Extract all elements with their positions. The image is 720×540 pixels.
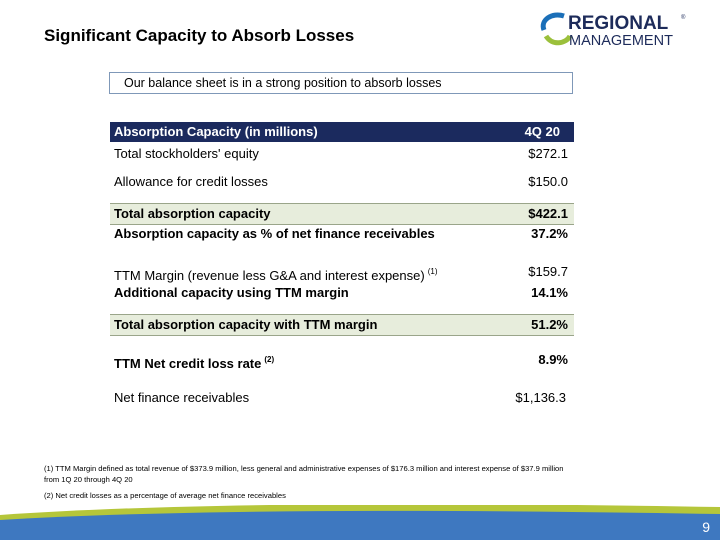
row-value: 14.1% [531,285,568,300]
table-row-total [110,203,574,225]
row-value: $272.1 [528,146,568,161]
row-label: TTM Net credit loss rate [114,356,262,371]
row-label: Absorption capacity as % of net finance receivables [114,226,435,241]
footnote-ref-1: (1) [427,267,438,276]
logo-line2: MANAGEMENT [569,33,673,49]
row-label: TTM Margin (revenue less G&A and interest expense) [114,268,425,283]
row-value: 37.2% [531,226,568,241]
footnote-1-line1: (1) TTM Margin defined as total revenue of $373.9 million, less general and administrative expenses of $176.3 million and interest expense of $37.9 million [44,464,564,473]
row-value: $150.0 [528,174,568,189]
footnote-1-line2: from 1Q 20 through 4Q 20 [44,475,133,484]
header-label: Absorption Capacity (in millions) [114,124,318,139]
row-value: $422.1 [528,206,568,221]
page-number: 9 [702,519,710,535]
footnote-ref-2: (2) [264,355,275,364]
footer-band [0,505,720,540]
table-row [110,262,574,282]
table-row [110,172,574,192]
table-header-row [110,122,574,142]
row-label: Total stockholders' equity [114,146,259,161]
table-row [110,283,574,303]
row-label: Additional capacity using TTM margin [114,285,349,300]
row-label: Net finance receivables [114,390,250,405]
header-value: 4Q 20 [524,124,560,139]
table-row [110,144,574,164]
row-label: Allowance for credit losses [114,174,268,189]
table-row [110,224,574,244]
table-row-total [110,314,574,336]
footnote-1 [44,463,563,485]
subtitle-box: Our balance sheet is in a strong position to absorb losses [109,72,573,94]
row-value: $159.7 [528,264,568,279]
row-value: 51.2% [531,317,568,332]
table-row [110,388,574,408]
row-value: $1,136.3 [515,390,566,405]
table-row [110,350,574,370]
regional-management-logo [538,10,688,50]
row-value: 8.9% [538,352,568,367]
footnote-2: (2) Net credit losses as a percentage of average net finance receivables [44,491,286,500]
row-label: Total absorption capacity [114,206,271,221]
slide-title: Significant Capacity to Absorb Losses [44,26,355,45]
logo-line1: REGIONAL [568,13,669,34]
row-label: Total absorption capacity with TTM margin [114,317,378,332]
logo-registered-mark: ® [681,15,686,21]
